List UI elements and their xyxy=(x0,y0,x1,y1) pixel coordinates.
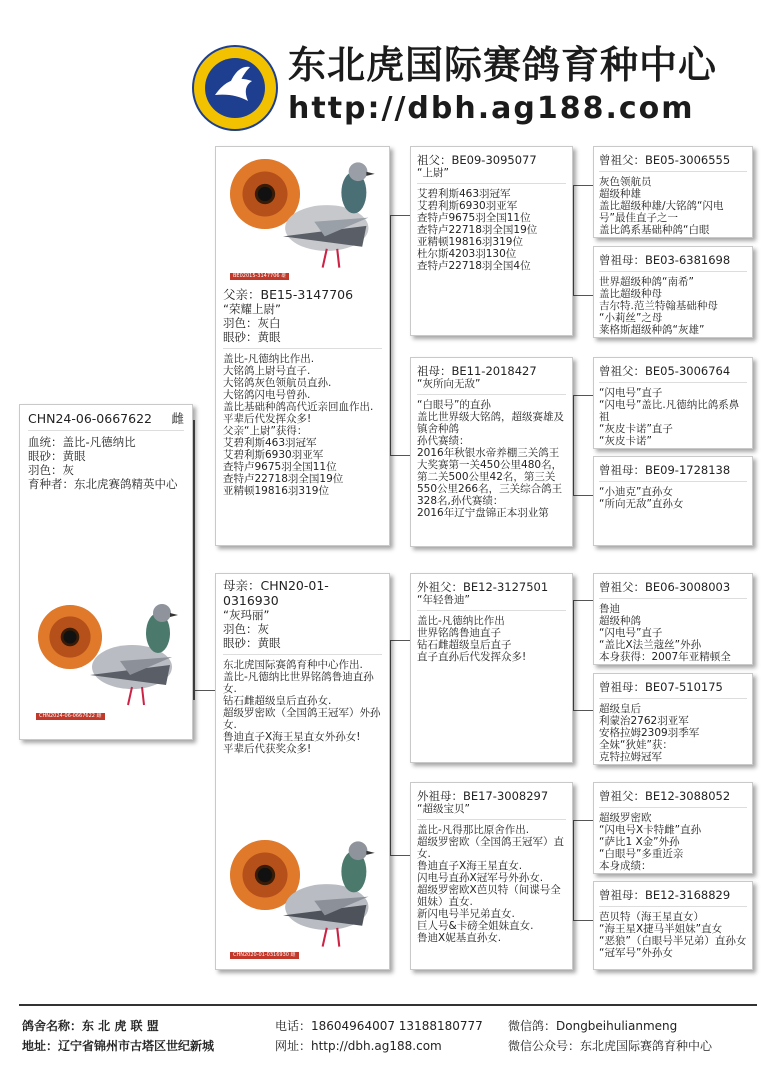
great-grandparent-ring: 曾祖父：BE05-3006555 xyxy=(599,153,731,167)
connector xyxy=(390,855,410,856)
connector xyxy=(573,600,593,601)
great-grandparent-ring: 曾祖母：BE09-1728138 xyxy=(599,463,731,477)
grandparent-notes: 盖比-凡得那比原舍作出. 超级罗密欧（全国鸽王冠军）直女. 鲁迪直子X海王星直女. 闪电号直孙X冠军号外孙女. 超级罗密欧X芭贝特（间谍号全姐妹）直女. 新闪电号半兄弟直女. 巨人号&卡磅全姐妹直女. 鲁迪X妮基直孙女. xyxy=(417,824,564,944)
connector xyxy=(573,820,593,821)
logo-icon xyxy=(190,43,280,133)
grandparent-notes: 艾碧利斯463羽冠军 艾碧利斯6930羽亚军 查特卢9675羽全国11位 查特卢22718羽全国19位 亚精顿19816羽319位 杜尔斯4203羽130位 查特卢22718羽全国4位 xyxy=(417,188,538,272)
great-grandparent-card[interactable] xyxy=(593,881,753,970)
header-url: http://dbh.ag188.com xyxy=(288,91,695,126)
dam-ring: 母亲：CHN20-01-0316930 xyxy=(223,578,329,608)
great-grandparent-notes: 超级罗密欧 “闪电号X卡特雌”直孙 “萨比1 X金”外孙 “白眼号”多重近亲 本身成绩： xyxy=(599,812,702,872)
connector xyxy=(573,820,574,920)
grandparent-card[interactable] xyxy=(410,782,573,970)
dam-card[interactable] xyxy=(215,573,390,970)
sire-name: “荣耀上尉” xyxy=(223,302,281,316)
connector xyxy=(193,420,195,700)
great-grandparent-notes: 世界超级种鸽“南希” 盖比超级种母 吉尔特.范兰特翰基础种母 “小莉丝”之母 莱格斯超级种鸽“灰雄” xyxy=(599,276,718,336)
footer-address: 地址：辽宁省锦州市古塔区世纪新城 xyxy=(22,1039,215,1053)
connector xyxy=(390,215,410,216)
grandparent-name: “上尉” xyxy=(417,167,449,179)
great-grandparent-notes: 芭贝特（海王星直女） “海王星X捷马半姐妹”直女 “恶狼”（白眼号半兄弟）直孙女 “冠军号”外孙女 xyxy=(599,911,747,959)
connector xyxy=(390,215,391,455)
great-grandparent-card[interactable] xyxy=(593,673,753,765)
connector xyxy=(390,640,391,855)
connector xyxy=(573,395,593,396)
great-grandparent-ring: 曾祖父：BE12-3088052 xyxy=(599,789,731,803)
great-grandparent-notes: 超级皇后 利蒙治2762羽亚军 安格拉姆2309羽季军 全妹“狄娃”获： 克特拉姆冠军 xyxy=(599,703,700,763)
great-grandparent-ring: 曾祖母：BE12-3168829 xyxy=(599,888,731,902)
connector xyxy=(573,600,574,710)
grandparent-ring: 祖父：BE09-3095077 xyxy=(417,153,537,167)
pigeon-image xyxy=(262,832,377,957)
connector xyxy=(573,185,593,186)
great-grandparent-notes: 鲁迪 超级种鸽 “闪电号”直子 “盖比X法兰蔻丝”外孙 本身获得：2007年亚精顿全 xyxy=(599,603,731,663)
great-grandparent-ring: 曾祖父：BE05-3006764 xyxy=(599,364,731,378)
grandparent-notes: “白眼号”的直孙 盖比世界级大铭鸽，超级赛雄及镇舍种鸽 孙代赛绩： 2016年秋银水帝养棚三关鸽王大奖赛第一关450公里480名，第二关500公里42名，第三关550公里266名，三关综合鸽王328名,孙代赛绩： 2016年辽宁盘锦正本羽业第 xyxy=(417,399,564,519)
grandparent-card[interactable] xyxy=(410,357,573,547)
great-grandparent-card[interactable] xyxy=(593,146,753,238)
header xyxy=(190,35,760,135)
sire-notes: 盖比-凡德纳比作出. 大铭鸽上尉号直子. 大铭鸽灰色领航员直孙. 大铭鸽闪电号曾孙. 盖比基础种鸽高代近亲回血作出. 平辈后代发挥众多! 父亲“上尉”获得： 艾碧利斯463羽冠军 艾碧利斯6930羽亚军 查特卢9675羽全国11位 查特卢22718羽全国19位 亚精顿19816羽319位 xyxy=(223,353,374,497)
photo-label: CHN2020-01-0316930 雌 xyxy=(230,952,299,959)
sire-card[interactable] xyxy=(215,146,390,546)
pigeon-image xyxy=(262,153,377,278)
grandparent-ring: 外祖母：BE17-3008297 xyxy=(417,789,549,803)
sire-eye: 眼砂：黄眼 xyxy=(223,330,281,344)
dam-name: “灰玛丽” xyxy=(223,608,270,622)
grandparent-name: “灰所向无敌” xyxy=(417,378,481,390)
pigeon-image xyxy=(70,595,180,715)
connector xyxy=(193,690,215,691)
great-grandparent-card[interactable] xyxy=(593,357,753,449)
subject-ring: CHN24-06-0667622 xyxy=(28,411,152,426)
great-grandparent-notes: “小迪克”直孙女 “所向无敌”直孙女 xyxy=(599,486,684,510)
footer-loft-name: 鸽舍名称：东 北 虎 联 盟 xyxy=(22,1019,159,1033)
grandparent-card[interactable] xyxy=(410,146,573,336)
photo-label: CHN2024-06-0667622 雌 xyxy=(36,713,105,720)
photo-label: BE02015-3147706 雄 xyxy=(230,273,289,280)
footer-phone: 电话：18604964007 13188180777 xyxy=(275,1019,483,1033)
footer-wechat: 微信鸽：Dongbeihulianmeng xyxy=(508,1019,678,1033)
sire-photo xyxy=(226,153,376,283)
grandparent-name: “年轻鲁迪” xyxy=(417,594,470,606)
subject-bloodline: 血统：盖比-凡德纳比 xyxy=(28,435,136,449)
connector xyxy=(573,710,593,711)
grandparent-ring: 祖母：BE11-2018427 xyxy=(417,364,537,378)
connector xyxy=(573,295,593,296)
connector xyxy=(390,455,410,456)
connector xyxy=(573,395,574,495)
grandparent-card[interactable] xyxy=(410,573,573,763)
footer-wechat-official: 微信公众号：东北虎国际赛鸽育种中心 xyxy=(508,1039,713,1053)
subject-card[interactable] xyxy=(19,404,193,740)
grandparent-ring: 外祖父：BE12-3127501 xyxy=(417,580,549,594)
footer-divider xyxy=(19,1004,757,1006)
subject-sex: 雌 xyxy=(171,411,184,426)
sire-ring: 父亲：BE15-3147706 xyxy=(223,287,354,302)
footer-website[interactable]: 网址：http://dbh.ag188.com xyxy=(275,1039,442,1053)
connector xyxy=(390,640,410,641)
connector xyxy=(573,920,593,921)
sire-color: 羽色：灰白 xyxy=(223,316,281,330)
great-grandparent-ring: 曾祖母：BE07-510175 xyxy=(599,680,723,694)
dam-photo xyxy=(226,832,376,962)
great-grandparent-card[interactable] xyxy=(593,246,753,338)
great-grandparent-card[interactable] xyxy=(593,456,753,546)
grandparent-name: “超级宝贝” xyxy=(417,803,470,815)
dam-eye: 眼砂：黄眼 xyxy=(223,636,281,650)
dam-notes: 东北虎国际赛鸽育种中心作出. 盖比-凡德纳比世界铭鸽鲁迪直孙女. 钻石雌超级皇后直孙女. 超级罗密欧（全国鸽王冠军）外孙女. 鲁迪直子X海王星直女外孙女! 平辈后代获奖众多! xyxy=(223,659,381,755)
subject-eye: 眼砂：黄眼 xyxy=(28,449,86,463)
great-grandparent-card[interactable] xyxy=(593,782,753,874)
connector xyxy=(573,495,593,496)
great-grandparent-ring: 曾祖母：BE03-6381698 xyxy=(599,253,731,267)
dam-color: 羽色：灰 xyxy=(223,622,269,636)
great-grandparent-ring: 曾祖父：BE06-3008003 xyxy=(599,580,731,594)
subject-photo xyxy=(30,595,180,725)
grandparent-notes: 盖比-凡德纳比作出 世界铭鸽鲁迪直子 钻石雌超级皇后直子 直子直孙后代发挥众多! xyxy=(417,615,527,663)
great-grandparent-notes: “闪电号”直子 “闪电号”盖比.凡德纳比鸽系鼻祖 “灰皮卡诺”直子 “灰皮卡诺” xyxy=(599,387,740,447)
great-grandparent-notes: 灰色领航员 超级种雄 盖比超级种雄/大铭鸽“闪电号”最佳直子之一 盖比鸽系基础种鸽“白眼 xyxy=(599,176,724,236)
subject-breeder: 育种者：东北虎赛鸽精英中心 xyxy=(28,477,178,491)
header-title: 东北虎国际赛鸽育种中心 xyxy=(288,43,718,87)
footer xyxy=(22,1016,757,1076)
subject-color: 羽色：灰 xyxy=(28,463,74,477)
great-grandparent-card[interactable] xyxy=(593,573,753,665)
connector xyxy=(573,185,574,295)
